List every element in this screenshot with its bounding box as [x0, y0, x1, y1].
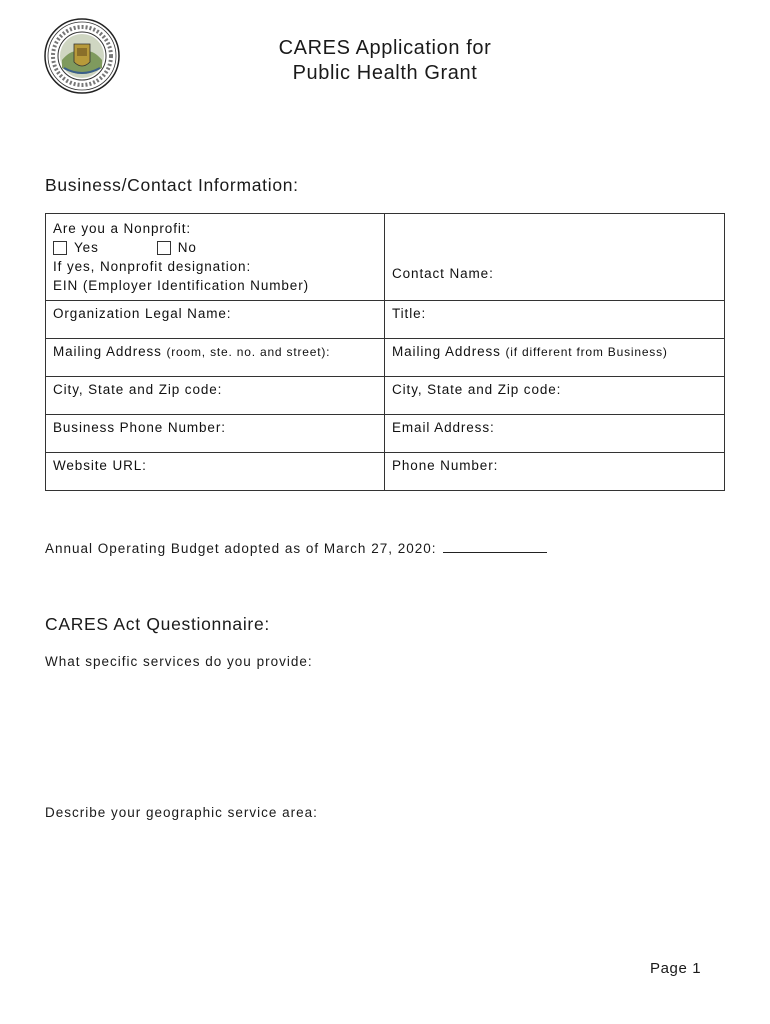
budget-label: Annual Operating Budget adopted as of March 27, 2020: [45, 541, 437, 556]
table-row [46, 214, 725, 301]
email-address-cell[interactable] [385, 415, 725, 453]
county-seal-icon [44, 18, 120, 94]
business-phone-label: Business Phone Number: [53, 420, 226, 435]
section-heading-questionnaire: CARES Act Questionnaire: [45, 614, 270, 634]
website-url-label: Website URL: [53, 458, 147, 473]
alt-mailing-address-note: (if different from Business) [505, 345, 668, 359]
page-number: Page 1 [650, 960, 702, 977]
phone-number-cell[interactable] [385, 453, 725, 491]
email-address-label: Email Address: [392, 420, 495, 435]
yes-label: Yes [74, 240, 99, 255]
table-row [46, 301, 725, 339]
contact-name-label: Contact Name: [392, 266, 494, 281]
website-url-cell[interactable] [46, 453, 385, 491]
phone-number-label: Phone Number: [392, 458, 499, 473]
no-label: No [177, 240, 197, 255]
service-area-question: Describe your geographic service area: [45, 805, 318, 820]
city-state-zip-cell[interactable] [46, 377, 385, 415]
alt-city-state-zip-cell[interactable] [385, 377, 725, 415]
budget-blank-field[interactable] [443, 540, 547, 553]
city-state-zip-label: City, State and Zip code: [53, 382, 223, 397]
title-line-2: Public Health Grant [292, 62, 478, 84]
table-row [46, 339, 725, 377]
budget-line [45, 540, 547, 556]
designation-prompt: If yes, Nonprofit designation: [53, 259, 252, 274]
business-phone-cell[interactable] [46, 415, 385, 453]
alt-mailing-address-cell[interactable] [385, 339, 725, 377]
table-row [46, 453, 725, 491]
nonprofit-cell [46, 214, 385, 301]
table-row [46, 377, 725, 415]
business-contact-table [45, 213, 725, 491]
mailing-address-label: Mailing Address [53, 344, 162, 359]
page-title [230, 36, 540, 86]
no-checkbox[interactable] [157, 241, 171, 255]
alt-mailing-address-label: Mailing Address [392, 344, 501, 359]
section-heading-business: Business/Contact Information: [45, 175, 299, 195]
alt-city-state-zip-label: City, State and Zip code: [392, 382, 562, 397]
mailing-address-note: (room, ste. no. and street): [166, 345, 331, 359]
org-legal-name-label: Organization Legal Name: [53, 306, 232, 321]
nonprofit-question: Are you a Nonprofit: [53, 221, 192, 236]
services-question: What specific services do you provide: [45, 654, 313, 669]
org-legal-name-cell[interactable] [46, 301, 385, 339]
ein-label: EIN (Employer Identification Number) [53, 278, 309, 293]
title-cell[interactable] [385, 301, 725, 339]
table-row [46, 415, 725, 453]
title-label: Title: [392, 306, 427, 321]
mailing-address-cell[interactable] [46, 339, 385, 377]
contact-name-cell[interactable] [385, 214, 725, 301]
yes-checkbox[interactable] [53, 241, 67, 255]
title-line-1: CARES Application for [278, 37, 492, 59]
